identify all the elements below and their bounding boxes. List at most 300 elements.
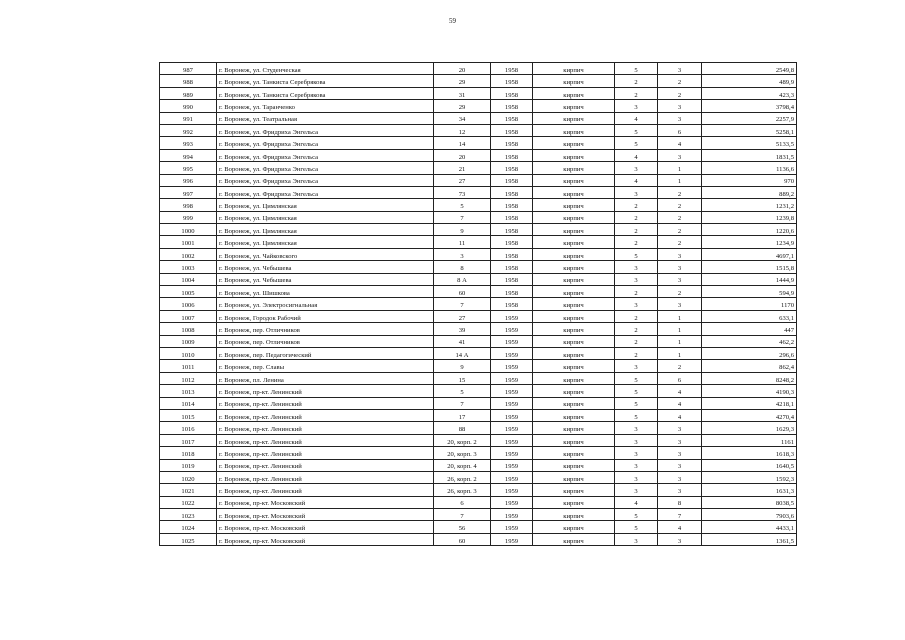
floors-cell: 5 <box>615 137 658 149</box>
wall-material-cell: кирпич <box>533 137 615 149</box>
entrances-cell: 6 <box>658 372 702 384</box>
table-row <box>160 521 797 533</box>
entrances-cell: 2 <box>658 224 702 236</box>
table-row <box>160 124 797 136</box>
table-row <box>160 347 797 359</box>
year-built-cell: 1958 <box>491 124 533 136</box>
wall-material-cell: кирпич <box>533 261 615 273</box>
floors-cell: 3 <box>615 186 658 198</box>
address-cell: г. Воронеж, ул. Фридриха Энгельса <box>217 137 434 149</box>
floors-cell: 2 <box>615 323 658 335</box>
address-cell: г. Воронеж, пр-кт. Московский <box>217 496 434 508</box>
table-row <box>160 248 797 260</box>
wall-material-cell: кирпич <box>533 162 615 174</box>
year-built-cell: 1958 <box>491 63 533 75</box>
address-cell: г. Воронеж, ул. Студенческая <box>217 63 434 75</box>
year-built-cell: 1959 <box>491 360 533 372</box>
address-cell: г. Воронеж, пр-кт. Московский <box>217 521 434 533</box>
house-number-cell: 34 <box>434 112 491 124</box>
wall-material-cell: кирпич <box>533 273 615 285</box>
wall-material-cell: кирпич <box>533 174 615 186</box>
house-number-cell: 15 <box>434 372 491 384</box>
floors-cell: 3 <box>615 298 658 310</box>
house-number-cell: 27 <box>434 310 491 322</box>
table-row <box>160 397 797 409</box>
entrances-cell: 2 <box>658 199 702 211</box>
table-row <box>160 236 797 248</box>
area-cell: 1170 <box>702 298 797 310</box>
table-row <box>160 75 797 87</box>
table-row <box>160 199 797 211</box>
area-cell: 1234,9 <box>702 236 797 248</box>
floors-cell: 3 <box>615 162 658 174</box>
entrances-cell: 2 <box>658 360 702 372</box>
year-built-cell: 1959 <box>491 409 533 421</box>
row-number-cell: 1011 <box>160 360 217 372</box>
house-number-cell: 7 <box>434 211 491 223</box>
area-cell: 1136,6 <box>702 162 797 174</box>
entrances-cell: 3 <box>658 459 702 471</box>
floors-cell: 3 <box>615 471 658 483</box>
house-number-cell: 6 <box>434 496 491 508</box>
area-cell: 1592,3 <box>702 471 797 483</box>
address-cell: г. Воронеж, ул. Театральная <box>217 112 434 124</box>
wall-material-cell: кирпич <box>533 533 615 545</box>
table-row <box>160 533 797 545</box>
table-row <box>160 385 797 397</box>
table-row <box>160 211 797 223</box>
house-number-cell: 7 <box>434 298 491 310</box>
area-cell: 1631,3 <box>702 484 797 496</box>
row-number-cell: 1014 <box>160 397 217 409</box>
address-cell: г. Воронеж, ул. Электросигнальная <box>217 298 434 310</box>
row-number-cell: 1024 <box>160 521 217 533</box>
entrances-cell: 3 <box>658 533 702 545</box>
entrances-cell: 3 <box>658 63 702 75</box>
row-number-cell: 1020 <box>160 471 217 483</box>
table-row <box>160 335 797 347</box>
housing-registry-table <box>159 62 797 546</box>
address-cell: г. Воронеж, ул. Чебышева <box>217 273 434 285</box>
house-number-cell: 73 <box>434 186 491 198</box>
floors-cell: 5 <box>615 385 658 397</box>
floors-cell: 3 <box>615 447 658 459</box>
year-built-cell: 1958 <box>491 149 533 161</box>
table-row <box>160 174 797 186</box>
row-number-cell: 1008 <box>160 323 217 335</box>
floors-cell: 2 <box>615 286 658 298</box>
address-cell: г. Воронеж, пр-кт. Ленинский <box>217 409 434 421</box>
area-cell: 489,9 <box>702 75 797 87</box>
address-cell: г. Воронеж, пр-кт. Ленинский <box>217 385 434 397</box>
wall-material-cell: кирпич <box>533 236 615 248</box>
year-built-cell: 1959 <box>491 372 533 384</box>
address-cell: г. Воронеж, пр-кт. Ленинский <box>217 447 434 459</box>
address-cell: г. Воронеж, ул. Цимлянская <box>217 224 434 236</box>
entrances-cell: 7 <box>658 509 702 521</box>
wall-material-cell: кирпич <box>533 335 615 347</box>
area-cell: 447 <box>702 323 797 335</box>
area-cell: 2257,9 <box>702 112 797 124</box>
row-number-cell: 999 <box>160 211 217 223</box>
house-number-cell: 27 <box>434 174 491 186</box>
address-cell: г. Воронеж, пр-кт. Московский <box>217 533 434 545</box>
wall-material-cell: кирпич <box>533 298 615 310</box>
table-row <box>160 496 797 508</box>
row-number-cell: 1019 <box>160 459 217 471</box>
house-number-cell: 11 <box>434 236 491 248</box>
row-number-cell: 1012 <box>160 372 217 384</box>
table-row <box>160 149 797 161</box>
year-built-cell: 1959 <box>491 397 533 409</box>
entrances-cell: 1 <box>658 323 702 335</box>
wall-material-cell: кирпич <box>533 372 615 384</box>
year-built-cell: 1959 <box>491 484 533 496</box>
area-cell: 1361,5 <box>702 533 797 545</box>
wall-material-cell: кирпич <box>533 286 615 298</box>
year-built-cell: 1958 <box>491 199 533 211</box>
wall-material-cell: кирпич <box>533 409 615 421</box>
floors-cell: 2 <box>615 347 658 359</box>
entrances-cell: 3 <box>658 248 702 260</box>
address-cell: г. Воронеж, пер. Педагогический <box>217 347 434 359</box>
address-cell: г. Воронеж, пер. Отличников <box>217 335 434 347</box>
address-cell: г. Воронеж, ул. Шишкова <box>217 286 434 298</box>
table-row <box>160 87 797 99</box>
row-number-cell: 1009 <box>160 335 217 347</box>
year-built-cell: 1958 <box>491 137 533 149</box>
table-row <box>160 261 797 273</box>
address-cell: г. Воронеж, ул. Цимлянская <box>217 236 434 248</box>
entrances-cell: 6 <box>658 124 702 136</box>
wall-material-cell: кирпич <box>533 112 615 124</box>
area-cell: 1220,6 <box>702 224 797 236</box>
row-number-cell: 1010 <box>160 347 217 359</box>
wall-material-cell: кирпич <box>533 75 615 87</box>
area-cell: 1640,5 <box>702 459 797 471</box>
year-built-cell: 1959 <box>491 385 533 397</box>
area-cell: 1161 <box>702 434 797 446</box>
house-number-cell: 26, корп. 2 <box>434 471 491 483</box>
house-number-cell: 26, корп. 3 <box>434 484 491 496</box>
entrances-cell: 2 <box>658 286 702 298</box>
table-row <box>160 360 797 372</box>
house-number-cell: 7 <box>434 397 491 409</box>
row-number-cell: 1005 <box>160 286 217 298</box>
table-row <box>160 310 797 322</box>
row-number-cell: 1003 <box>160 261 217 273</box>
table-row <box>160 162 797 174</box>
row-number-cell: 990 <box>160 100 217 112</box>
floors-cell: 3 <box>615 422 658 434</box>
table-row <box>160 63 797 75</box>
row-number-cell: 1001 <box>160 236 217 248</box>
entrances-cell: 4 <box>658 137 702 149</box>
year-built-cell: 1958 <box>491 211 533 223</box>
floors-cell: 2 <box>615 211 658 223</box>
address-cell: г. Воронеж, пр-кт. Ленинский <box>217 434 434 446</box>
wall-material-cell: кирпич <box>533 509 615 521</box>
house-number-cell: 20 <box>434 149 491 161</box>
area-cell: 970 <box>702 174 797 186</box>
house-number-cell: 9 <box>434 360 491 372</box>
wall-material-cell: кирпич <box>533 397 615 409</box>
floors-cell: 3 <box>615 484 658 496</box>
year-built-cell: 1958 <box>491 261 533 273</box>
address-cell: г. Воронеж, ул. Таранченко <box>217 100 434 112</box>
wall-material-cell: кирпич <box>533 248 615 260</box>
wall-material-cell: кирпич <box>533 100 615 112</box>
row-number-cell: 1000 <box>160 224 217 236</box>
table-row <box>160 286 797 298</box>
year-built-cell: 1958 <box>491 162 533 174</box>
year-built-cell: 1958 <box>491 100 533 112</box>
house-number-cell: 12 <box>434 124 491 136</box>
year-built-cell: 1959 <box>491 496 533 508</box>
wall-material-cell: кирпич <box>533 149 615 161</box>
wall-material-cell: кирпич <box>533 496 615 508</box>
house-number-cell: 31 <box>434 87 491 99</box>
house-number-cell: 56 <box>434 521 491 533</box>
year-built-cell: 1958 <box>491 298 533 310</box>
wall-material-cell: кирпич <box>533 484 615 496</box>
entrances-cell: 3 <box>658 273 702 285</box>
table-row <box>160 224 797 236</box>
row-number-cell: 1016 <box>160 422 217 434</box>
year-built-cell: 1958 <box>491 112 533 124</box>
floors-cell: 3 <box>615 273 658 285</box>
year-built-cell: 1959 <box>491 447 533 459</box>
wall-material-cell: кирпич <box>533 186 615 198</box>
table-row <box>160 137 797 149</box>
row-number-cell: 991 <box>160 112 217 124</box>
wall-material-cell: кирпич <box>533 310 615 322</box>
year-built-cell: 1959 <box>491 335 533 347</box>
area-cell: 7903,6 <box>702 509 797 521</box>
entrances-cell: 3 <box>658 149 702 161</box>
row-number-cell: 1017 <box>160 434 217 446</box>
floors-cell: 5 <box>615 509 658 521</box>
area-cell: 5133,5 <box>702 137 797 149</box>
floors-cell: 5 <box>615 124 658 136</box>
house-number-cell: 20 <box>434 63 491 75</box>
row-number-cell: 1025 <box>160 533 217 545</box>
entrances-cell: 4 <box>658 385 702 397</box>
area-cell: 1618,3 <box>702 447 797 459</box>
row-number-cell: 988 <box>160 75 217 87</box>
row-number-cell: 1007 <box>160 310 217 322</box>
address-cell: г. Воронеж, ул. Цимлянская <box>217 211 434 223</box>
address-cell: г. Воронеж, ул. Танкиста Серебрякова <box>217 87 434 99</box>
address-cell: г. Воронеж, Городок Рабочий <box>217 310 434 322</box>
row-number-cell: 994 <box>160 149 217 161</box>
wall-material-cell: кирпич <box>533 422 615 434</box>
year-built-cell: 1958 <box>491 273 533 285</box>
floors-cell: 3 <box>615 100 658 112</box>
entrances-cell: 3 <box>658 298 702 310</box>
area-cell: 8038,5 <box>702 496 797 508</box>
floors-cell: 2 <box>615 199 658 211</box>
floors-cell: 3 <box>615 533 658 545</box>
house-number-cell: 3 <box>434 248 491 260</box>
house-number-cell: 9 <box>434 224 491 236</box>
house-number-cell: 8 А <box>434 273 491 285</box>
house-number-cell: 60 <box>434 533 491 545</box>
year-built-cell: 1958 <box>491 87 533 99</box>
wall-material-cell: кирпич <box>533 434 615 446</box>
table-row <box>160 509 797 521</box>
wall-material-cell: кирпич <box>533 447 615 459</box>
address-cell: г. Воронеж, ул. Фридриха Энгельса <box>217 124 434 136</box>
wall-material-cell: кирпич <box>533 471 615 483</box>
year-built-cell: 1958 <box>491 186 533 198</box>
area-cell: 4218,1 <box>702 397 797 409</box>
floors-cell: 2 <box>615 224 658 236</box>
year-built-cell: 1958 <box>491 236 533 248</box>
floors-cell: 2 <box>615 236 658 248</box>
entrances-cell: 1 <box>658 335 702 347</box>
floors-cell: 5 <box>615 409 658 421</box>
entrances-cell: 3 <box>658 100 702 112</box>
floors-cell: 3 <box>615 434 658 446</box>
year-built-cell: 1959 <box>491 459 533 471</box>
table-row <box>160 471 797 483</box>
floors-cell: 3 <box>615 360 658 372</box>
wall-material-cell: кирпич <box>533 87 615 99</box>
address-cell: г. Воронеж, ул. Фридриха Энгельса <box>217 162 434 174</box>
area-cell: 1629,3 <box>702 422 797 434</box>
year-built-cell: 1958 <box>491 248 533 260</box>
floors-cell: 2 <box>615 87 658 99</box>
address-cell: г. Воронеж, ул. Фридриха Энгельса <box>217 174 434 186</box>
house-number-cell: 14 <box>434 137 491 149</box>
row-number-cell: 1023 <box>160 509 217 521</box>
entrances-cell: 8 <box>658 496 702 508</box>
year-built-cell: 1958 <box>491 75 533 87</box>
entrances-cell: 3 <box>658 484 702 496</box>
table-row <box>160 298 797 310</box>
entrances-cell: 2 <box>658 75 702 87</box>
floors-cell: 4 <box>615 112 658 124</box>
year-built-cell: 1958 <box>491 174 533 186</box>
wall-material-cell: кирпич <box>533 63 615 75</box>
area-cell: 1444,9 <box>702 273 797 285</box>
address-cell: г. Воронеж, ул. Цимлянская <box>217 199 434 211</box>
row-number-cell: 998 <box>160 199 217 211</box>
area-cell: 889,2 <box>702 186 797 198</box>
address-cell: г. Воронеж, ул. Чайковского <box>217 248 434 260</box>
row-number-cell: 1002 <box>160 248 217 260</box>
row-number-cell: 1022 <box>160 496 217 508</box>
table-row <box>160 409 797 421</box>
entrances-cell: 2 <box>658 236 702 248</box>
entrances-cell: 1 <box>658 347 702 359</box>
table-row <box>160 323 797 335</box>
table-body <box>160 63 797 546</box>
house-number-cell: 20, корп. 3 <box>434 447 491 459</box>
year-built-cell: 1959 <box>491 533 533 545</box>
row-number-cell: 1018 <box>160 447 217 459</box>
table-row <box>160 112 797 124</box>
entrances-cell: 2 <box>658 211 702 223</box>
entrances-cell: 2 <box>658 87 702 99</box>
area-cell: 4270,4 <box>702 409 797 421</box>
address-cell: г. Воронеж, ул. Танкиста Серебрякова <box>217 75 434 87</box>
floors-cell: 5 <box>615 397 658 409</box>
house-number-cell: 60 <box>434 286 491 298</box>
entrances-cell: 3 <box>658 261 702 273</box>
table-row <box>160 422 797 434</box>
house-number-cell: 5 <box>434 199 491 211</box>
entrances-cell: 2 <box>658 186 702 198</box>
area-cell: 4697,1 <box>702 248 797 260</box>
floors-cell: 2 <box>615 75 658 87</box>
year-built-cell: 1959 <box>491 521 533 533</box>
floors-cell: 5 <box>615 372 658 384</box>
row-number-cell: 1004 <box>160 273 217 285</box>
entrances-cell: 3 <box>658 112 702 124</box>
year-built-cell: 1959 <box>491 434 533 446</box>
area-cell: 296,6 <box>702 347 797 359</box>
house-number-cell: 29 <box>434 100 491 112</box>
entrances-cell: 4 <box>658 409 702 421</box>
year-built-cell: 1959 <box>491 323 533 335</box>
wall-material-cell: кирпич <box>533 385 615 397</box>
year-built-cell: 1959 <box>491 347 533 359</box>
wall-material-cell: кирпич <box>533 211 615 223</box>
area-cell: 8248,2 <box>702 372 797 384</box>
year-built-cell: 1959 <box>491 471 533 483</box>
area-cell: 1239,8 <box>702 211 797 223</box>
house-number-cell: 8 <box>434 261 491 273</box>
entrances-cell: 4 <box>658 521 702 533</box>
year-built-cell: 1959 <box>491 310 533 322</box>
address-cell: г. Воронеж, пер. Отличников <box>217 323 434 335</box>
floors-cell: 2 <box>615 335 658 347</box>
area-cell: 423,3 <box>702 87 797 99</box>
house-number-cell: 14 А <box>434 347 491 359</box>
row-number-cell: 1006 <box>160 298 217 310</box>
entrances-cell: 3 <box>658 447 702 459</box>
row-number-cell: 1015 <box>160 409 217 421</box>
house-number-cell: 7 <box>434 509 491 521</box>
entrances-cell: 4 <box>658 397 702 409</box>
house-number-cell: 39 <box>434 323 491 335</box>
area-cell: 1831,5 <box>702 149 797 161</box>
table-row <box>160 434 797 446</box>
house-number-cell: 20, корп. 4 <box>434 459 491 471</box>
table-row <box>160 186 797 198</box>
table-row <box>160 447 797 459</box>
row-number-cell: 987 <box>160 63 217 75</box>
house-number-cell: 21 <box>434 162 491 174</box>
row-number-cell: 995 <box>160 162 217 174</box>
house-number-cell: 17 <box>434 409 491 421</box>
floors-cell: 3 <box>615 261 658 273</box>
house-number-cell: 41 <box>434 335 491 347</box>
wall-material-cell: кирпич <box>533 521 615 533</box>
address-cell: г. Воронеж, пр-кт. Московский <box>217 509 434 521</box>
wall-material-cell: кирпич <box>533 360 615 372</box>
address-cell: г. Воронеж, пр-кт. Ленинский <box>217 459 434 471</box>
house-number-cell: 20, корп. 2 <box>434 434 491 446</box>
floors-cell: 4 <box>615 174 658 186</box>
address-cell: г. Воронеж, пл. Ленина <box>217 372 434 384</box>
row-number-cell: 989 <box>160 87 217 99</box>
house-number-cell: 5 <box>434 385 491 397</box>
year-built-cell: 1959 <box>491 509 533 521</box>
wall-material-cell: кирпич <box>533 347 615 359</box>
